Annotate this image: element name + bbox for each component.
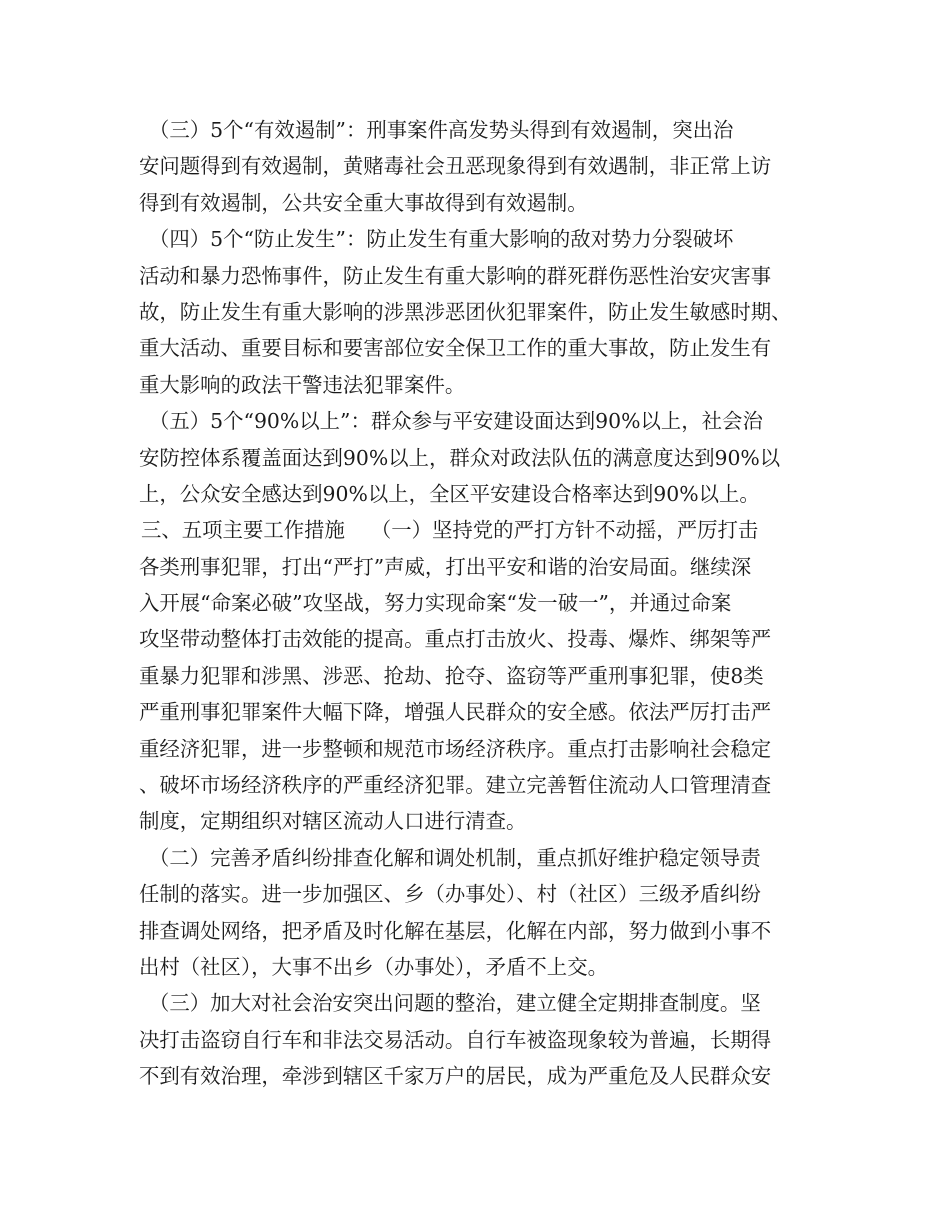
text-line: （二）完善矛盾纠纷排查化解和调处机制，重点抓好维护稳定领导责	[149, 845, 761, 870]
text-line: 排查调处网络，把矛盾及时化解在基层，化解在内部，努力做到小事不	[139, 918, 772, 943]
document-body	[139, 112, 829, 1095]
text-line: 重经济犯罪，进一步整顿和规范市场经济秩序。重点打击影响社会稳定	[139, 736, 772, 761]
text-line: 重大影响的政法干警违法犯罪案件。	[139, 372, 466, 397]
text-line: 入开展“命案必破”攻坚战，努力实现命案“发一破一”，并通过命案	[139, 591, 732, 616]
text-line: （三）加大对社会治安突出问题的整治，建立健全定期排查制度。坚	[149, 991, 761, 1016]
text-line: 故，防止发生有重大影响的涉黑涉恶团伙犯罪案件，防止发生敏感时期、	[139, 299, 792, 324]
text-line: 攻坚带动整体打击效能的提高。重点打击放火、投毒、爆炸、绑架等严	[139, 627, 772, 652]
text-line: 制度，定期组织对辖区流动人口进行清查。	[139, 809, 527, 834]
section-heading-line: 三、五项主要工作措施 （一）坚持党的严打方针不动摇，严厉打击	[141, 518, 759, 543]
text-line: 安问题得到有效遏制，黄赌毒社会丑恶现象得到有效遇制，非正常上访	[139, 154, 772, 179]
text-line: 出村（社区），大事不出乡（办事处），矛盾不上交。	[139, 954, 608, 979]
text-line: 任制的落实。进一步加强区、乡（办事处）、村（社区）三级矛盾纠纷	[139, 882, 761, 907]
text-line: 严重刑事犯罪案件大幅下降，增强人民群众的安全感。依法严厉打击严	[139, 700, 772, 725]
text-line: 、破坏市场经济秩序的严重经济犯罪。建立完善暂住流动人口管理清查	[139, 773, 772, 798]
text-line: 决打击盗窃自行车和非法交易活动。自行车被盗现象较为普遍，长期得	[139, 1027, 772, 1052]
text-line: （四）5个“防止发生”：防止发生有重大影响的敌对势力分裂破坏	[149, 227, 734, 252]
text-line: （五）5个“90%以上”：群众参与平安建设面达到90%以上，社会治	[149, 409, 763, 434]
text-line: （三）5个“有效遏制”：刑事案件高发势头得到有效遏制，突出治	[149, 118, 734, 142]
text-line: 得到有效遏制，公共安全重大事故得到有效遏制。	[139, 190, 588, 215]
text-line: 重暴力犯罪和涉黑、涉恶、抢劫、抢夺、盗窃等严重刑事犯罪，使8类	[139, 663, 764, 688]
text-line: 安防控体系覆盖面达到90%以上，群众对政法队伍的满意度达到90%以	[139, 445, 781, 470]
text-line: 各类刑事犯罪，打出“严打”声威，打出平安和谐的治安局面。继续深	[139, 554, 752, 579]
text-line: 上，公众安全感达到90%以上，全区平安建设合格率达到90%以上。	[139, 481, 760, 506]
text-line: 活动和暴力恐怖事件，防止发生有重大影响的群死群伤恶性治安灾害事	[139, 263, 772, 288]
text-line: 重大活动、重要目标和要害部位安全保卫工作的重大事故，防止发生有	[139, 336, 772, 361]
text-line: 不到有效治理，牵涉到辖区千家万户的居民，成为严重危及人民群众安	[139, 1064, 772, 1089]
